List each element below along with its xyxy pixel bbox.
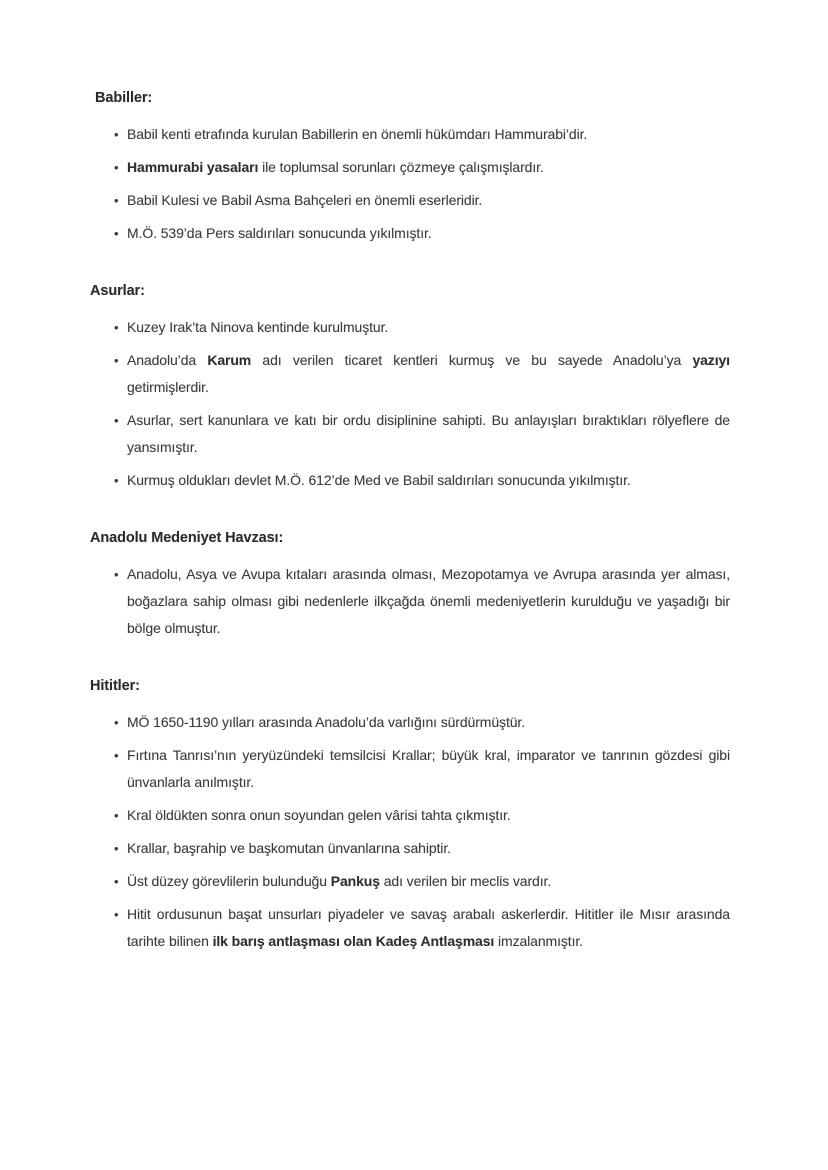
bullet-item bbox=[90, 467, 730, 494]
bullet-text: Anadolu’da bbox=[127, 352, 208, 368]
bullet-item bbox=[90, 742, 730, 796]
section-hititler bbox=[90, 676, 730, 955]
bullet-text-bold: Pankuş bbox=[330, 873, 380, 889]
section-asurlar bbox=[90, 281, 730, 494]
section-heading: Anadolu Medeniyet Havzası: bbox=[90, 530, 284, 546]
bullet-text: Kral öldükten sonra onun soyundan gelen vârisi tahta çıkmıştır. bbox=[127, 807, 511, 823]
bullet-item bbox=[90, 802, 730, 829]
bullet-item bbox=[90, 407, 730, 461]
bullet-item bbox=[90, 220, 730, 247]
bullet-list bbox=[90, 561, 730, 642]
bullet-item bbox=[90, 868, 730, 895]
bullet-text: Kuzey Irak’ta Ninova kentinde kurulmuştur. bbox=[127, 319, 389, 335]
bullet-item bbox=[90, 835, 730, 862]
bullet-text: adı verilen bir meclis vardır. bbox=[379, 873, 552, 889]
bullet-text: Anadolu, Asya ve Avupa kıtaları arasında olması, Mezopotamya ve Avrupa arasında yer alması, boğazlara sahip olması gibi nedenlerle ilkçağda önemli medeniyetlerin kurulduğu ve yaşadığı bir bölge olmuştur. bbox=[127, 566, 730, 636]
bullet-text: getirmişlerdir. bbox=[127, 379, 209, 395]
bullet-text: Babil Kulesi ve Babil Asma Bahçeleri en önemli eserleridir. bbox=[127, 192, 483, 208]
bullet-text: M.Ö. 539’da Pers saldırıları sonucunda yıkılmıştır. bbox=[127, 225, 432, 241]
bullet-text: Hitit ordusunun başat unsurları piyadeler ve savaş arabalı askerlerdir. Hititler ile Mısır arasında tarihte bilinen bbox=[127, 906, 730, 949]
bullet-item bbox=[90, 121, 730, 148]
bullet-text: MÖ 1650-1190 yılları arasında Anadolu’da varlığını sürdürmüştür. bbox=[127, 714, 526, 730]
bullet-text: Babil kenti etrafında kurulan Babillerin en önemli hükümdarı Hammurabi’dir. bbox=[127, 126, 588, 142]
bullet-item bbox=[90, 154, 730, 181]
section-heading: Hititler: bbox=[90, 678, 140, 694]
bullet-text: Asurlar, sert kanunlara ve katı bir ordu disiplinine sahipti. Bu anlayışları bıraktıkları rölyeflere de yansımıştır. bbox=[127, 412, 730, 455]
bullet-text: ile toplumsal sorunları çözmeye çalışmışlardır. bbox=[258, 159, 544, 175]
bullet-text: Fırtına Tanrısı’nın yeryüzündeki temsilcisi Krallar; büyük kral, imparator ve tanrının gözdesi gibi ünvanlarla anılmıştır. bbox=[127, 747, 730, 790]
section-heading: Asurlar: bbox=[90, 283, 145, 299]
bullet-list bbox=[90, 314, 730, 494]
bullet-item bbox=[90, 347, 730, 401]
bullet-text-bold: yazıyı bbox=[692, 352, 730, 368]
bullet-item bbox=[90, 314, 730, 341]
section-babiller bbox=[90, 88, 730, 247]
bullet-item bbox=[90, 561, 730, 642]
document-sections bbox=[90, 88, 730, 955]
bullet-text: Kurmuş oldukları devlet M.Ö. 612’de Med ve Babil saldırıları sonucunda yıkılmıştır. bbox=[127, 472, 631, 488]
bullet-list bbox=[90, 121, 730, 247]
section-anadolu-medeniyet-havzasi bbox=[90, 528, 730, 642]
bullet-item bbox=[90, 901, 730, 955]
bullet-item bbox=[90, 187, 730, 214]
bullet-text-bold: ilk barış antlaşması olan Kadeş Antlaşması bbox=[212, 933, 495, 949]
bullet-text: adı verilen ticaret kentleri kurmuş ve bu sayede Anadolu’ya bbox=[251, 352, 693, 368]
bullet-list bbox=[90, 709, 730, 955]
bullet-text-bold: Karum bbox=[207, 352, 252, 368]
bullet-text: Krallar, başrahip ve başkomutan ünvanlarına sahiptir. bbox=[127, 840, 451, 856]
bullet-item bbox=[90, 709, 730, 736]
section-heading: Babiller: bbox=[95, 90, 153, 106]
bullet-text: Üst düzey görevlilerin bulunduğu bbox=[127, 873, 331, 889]
bullet-text: imzalanmıştır. bbox=[494, 933, 583, 949]
bullet-text-bold: Hammurabi yasaları bbox=[127, 159, 259, 175]
